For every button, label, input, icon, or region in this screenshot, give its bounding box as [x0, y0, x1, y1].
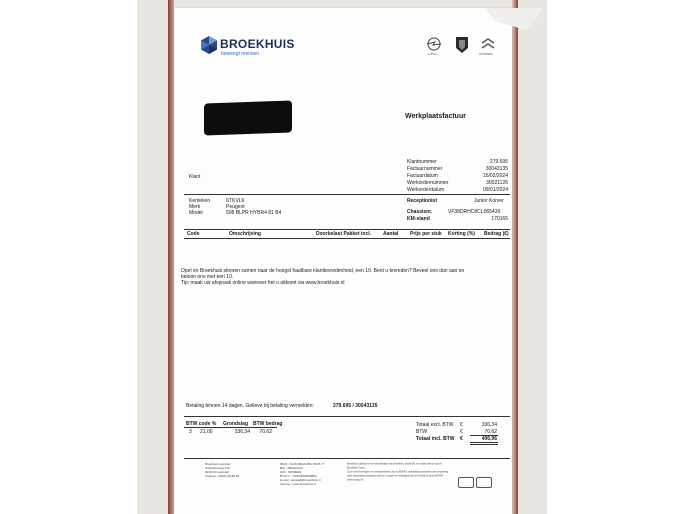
total-value-incl: 406,96	[481, 436, 497, 442]
meta-label-werkorderdatum: Werkorderdatum	[407, 187, 445, 193]
col-bedrag: Bedrag (€)	[484, 231, 509, 237]
citroen-label: CITROËN	[479, 52, 493, 56]
citroen-logo-icon	[480, 37, 496, 51]
meta-label-factuurdatum: Factuurdatum	[407, 173, 438, 179]
document-title: Werkplaatsfactuur	[405, 113, 466, 120]
brand-name: BROEKHUIS	[220, 37, 295, 51]
peugeot-logo-icon	[455, 36, 469, 54]
table-header-top-rule	[184, 229, 510, 230]
opel-label: OPEL	[428, 52, 439, 56]
vehicle-label-merk: Merk	[189, 204, 201, 210]
divider-top	[184, 194, 510, 195]
reception-value-receptionist: Junior Korver	[474, 198, 504, 204]
vat-header-rule	[184, 427, 277, 428]
footer-address-2: Ambachtsweg 27b	[205, 466, 230, 470]
total-value-excl: 336,34	[481, 422, 497, 428]
meta-value-werkorderdatum: 09/01/2024	[482, 187, 508, 193]
vehicle-value-kenteken: ßTKVL6	[226, 198, 245, 204]
col-code: Code	[187, 231, 200, 237]
footer-bank-2: BIC : ABNANL2A	[280, 466, 304, 470]
broekhuis-logo-icon	[200, 36, 218, 54]
col-omschrijving: Omschrijving	[229, 231, 261, 237]
footer-legal-2: Broekhuis Groep.	[347, 466, 366, 470]
divider-footer	[184, 458, 510, 459]
col-doorbelast: Doorbelast Pakket incl.	[316, 231, 372, 237]
footer-bank-4: BTW nr : NL850653305B01	[280, 474, 317, 478]
vat-cell-grondslag: 336,34	[234, 429, 250, 435]
totals-double-rule-2	[470, 444, 498, 445]
footer-bank-6: Internet : www.broekhuis.nl	[280, 482, 317, 486]
total-currency-incl: €	[460, 436, 463, 442]
bovag-seal-icon	[458, 477, 474, 488]
reception-label-chassis: Chassisnr.	[407, 209, 433, 215]
vat-header-grondslag: Grondslag	[223, 421, 249, 427]
vat-cell-btw: 70,62	[259, 429, 272, 435]
footer-address-1: Broekhuis Lelystad	[205, 462, 231, 466]
total-label-incl: Totaal incl. BTW	[416, 436, 455, 442]
totals-double-rule-1	[470, 442, 498, 443]
total-currency-excl: €	[460, 422, 463, 428]
vat-cell-code: 3	[189, 429, 192, 435]
vat-header-btw: BTW bedrag	[253, 421, 283, 427]
reception-value-chassis: VF38DRHC8CL065439	[448, 209, 501, 215]
col-prijs: Prijs per stuk	[410, 231, 442, 237]
opel-logo-icon	[426, 37, 442, 51]
message-line-2: beloon ons met een 10.	[181, 274, 234, 280]
vehicle-label-model: Model	[189, 210, 203, 216]
reception-value-km: 170165	[491, 216, 508, 222]
certification-seal-icon	[476, 477, 492, 488]
footer-address-3: 8239 DC Lelystad	[205, 470, 229, 474]
footer-address-4: Telefoon: (0320) 28 88 99	[205, 474, 240, 478]
col-aantal: Aantal	[383, 231, 399, 237]
col-korting: Korting (%)	[448, 231, 475, 237]
meta-value-factuurnummer: 30043135	[485, 166, 508, 172]
footer-legal-5: (www.bovag.nl)	[347, 478, 364, 482]
payment-terms: Betaling binnen 14 dagen. Gelieve bij betaling vermelden:	[186, 403, 314, 409]
redacted-address	[204, 100, 292, 135]
footer-legal-1: Broekhuis Lelystad is een handelsnaam van Broekhuis Zwolle BV, en maakt deel uit van de	[347, 462, 442, 466]
message-line-1: Opel en Broekhuis streven samen naar de hoogst haalbare klanttevredenheid, een 10. Bent u tevreden? Beveel ons dan aan en	[181, 268, 465, 274]
message-line-3: Tip: maak uw afspraak online wanneer het u uitkomt via www.broekhuis.nl	[181, 280, 345, 286]
divider-vat	[184, 416, 510, 417]
vat-cell-rate: 21,00	[200, 429, 213, 435]
meta-value-werkordernummer: 30021126	[486, 180, 508, 186]
reception-label-km: KM-stand	[407, 216, 430, 222]
total-value-btw: 70,62	[484, 429, 497, 435]
meta-label-klantnummer: Klantnummer	[407, 159, 437, 165]
vehicle-value-merk: Peugeot	[226, 204, 245, 210]
scan-edge-right	[512, 0, 518, 514]
meta-value-factuurdatum: 15/02/2024	[482, 173, 508, 179]
vehicle-value-model: 508 BLPR HYBR4 81 B4	[226, 210, 282, 216]
table-header-bottom-rule	[184, 238, 510, 239]
meta-label-werkordernummer: Werkordernummer	[407, 180, 449, 186]
payment-reference: 279.695 / 30043135	[333, 403, 378, 409]
reception-label-receptionist: Receptionist	[407, 198, 438, 204]
total-currency-btw: €	[460, 429, 463, 435]
meta-label-factuurnummer: Factuurnummer	[407, 166, 443, 172]
footer-legal-4: deze standaardvoorwaarden zijn op te vragen en verkrijgbaar bij ons bedrijf en bij de BOVAG	[347, 474, 444, 478]
meta-value-klantnummer: 279.695	[489, 159, 508, 165]
total-label-btw: BTW	[416, 429, 428, 435]
footer-bank-5: E-mail : lelystad@broekhuis.nl	[280, 478, 321, 482]
brand-tagline: beweegt mensen	[221, 51, 260, 57]
vehicle-label-kenteken: Kenteken	[189, 198, 211, 204]
klant-label: Klant	[189, 174, 201, 180]
footer-bank-1: IBAN : NL08 ABNA 0567 8035 77	[280, 462, 325, 466]
vat-header-code: BTW code %	[186, 421, 217, 427]
footer-legal-3: Op al onze leveringen en werkzaamheden zijn de BOVAG standaardvoorwaarden van toepassing,	[347, 470, 449, 474]
footer-bank-3: KvK : 52539822	[280, 470, 302, 474]
total-label-excl: Totaal excl. BTW	[416, 422, 454, 428]
